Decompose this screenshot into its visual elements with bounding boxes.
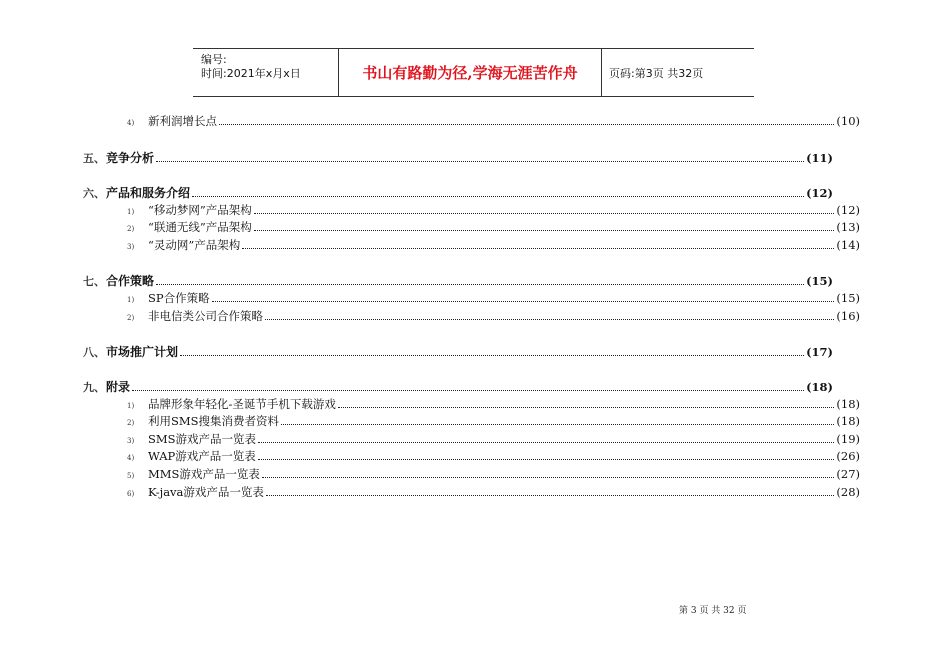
toc-leader-dots: [254, 221, 835, 231]
toc-number: 八、: [83, 346, 105, 359]
toc-leader-dots: [242, 239, 834, 249]
toc-leader-dots: [281, 415, 834, 425]
toc-leader-dots: [266, 486, 834, 496]
toc-title: “移动梦网”产品架构: [148, 203, 252, 217]
toc-title: 非电信类公司合作策略: [148, 309, 263, 323]
toc-leader-dots: [156, 275, 804, 285]
toc-leader-dots: [338, 398, 835, 408]
toc-title: WAP游戏产品一览表: [148, 449, 256, 463]
toc-section[interactable]: [83, 378, 833, 394]
toc-title: 品牌形象年轻化-圣诞节手机下载游戏: [148, 397, 336, 411]
toc-leader-dots: [265, 310, 834, 320]
toc-page-number: (12): [836, 203, 860, 217]
toc-number: 3): [127, 243, 135, 251]
toc-entry[interactable]: [127, 113, 860, 129]
toc-entry[interactable]: [127, 396, 860, 412]
toc-section[interactable]: [83, 343, 833, 359]
toc-number: 五、: [83, 152, 105, 165]
toc-page-number: (17): [806, 345, 833, 359]
toc-title: 产品和服务介绍: [106, 186, 191, 200]
toc-page-number: (15): [836, 291, 860, 305]
toc-number: 七、: [83, 275, 105, 288]
toc-entry[interactable]: [127, 484, 860, 500]
number-label: 编号:: [201, 53, 227, 66]
toc-entry[interactable]: [127, 431, 860, 447]
toc-entry[interactable]: [127, 448, 860, 464]
toc-entry[interactable]: [127, 290, 860, 306]
toc-number: 1): [127, 208, 135, 216]
toc-number: 1): [127, 296, 135, 304]
toc-page-number: (27): [836, 467, 860, 481]
toc-section[interactable]: [83, 272, 833, 288]
toc-title: 合作策略: [106, 274, 155, 288]
toc-number: 5): [127, 472, 135, 480]
toc-number: 九、: [83, 381, 105, 394]
toc-entry[interactable]: [127, 237, 860, 253]
toc-page-number: (11): [806, 151, 833, 165]
toc-entry[interactable]: [127, 308, 860, 324]
toc-page-number: (12): [806, 186, 833, 200]
toc-title: 利用SMS搜集消费者资料: [148, 414, 280, 428]
toc-number: 2): [127, 419, 135, 427]
toc-number: 1): [127, 402, 135, 410]
toc-section[interactable]: [83, 149, 833, 165]
toc-page-number: (19): [836, 432, 860, 446]
toc-page-number: (26): [836, 449, 860, 463]
toc-title: “联通无线”产品架构: [148, 220, 252, 234]
toc-page-number: (16): [836, 309, 860, 323]
toc-title: MMS游戏产品一览表: [148, 467, 260, 481]
toc-number: 4): [127, 119, 135, 127]
toc-number: 4): [127, 454, 135, 462]
toc-entry[interactable]: [127, 219, 860, 235]
toc-page-number: (18): [836, 414, 860, 428]
header-info: [193, 49, 339, 96]
toc-page-number: (15): [806, 274, 833, 288]
toc-leader-dots: [262, 468, 834, 478]
toc-title: 市场推广计划: [106, 345, 179, 359]
toc-number: 6): [127, 490, 135, 498]
toc-page-number: (28): [836, 485, 860, 499]
toc-page-number: (18): [836, 397, 860, 411]
toc-leader-dots: [192, 187, 804, 197]
toc-leader-dots: [219, 115, 834, 125]
toc-page-number: (13): [836, 220, 860, 234]
toc-entry[interactable]: [127, 413, 860, 429]
toc-section[interactable]: [83, 184, 833, 200]
toc-title: 竞争分析: [106, 151, 155, 165]
toc-title: SP合作策略: [148, 291, 210, 305]
header-page-label: 页码:第3页 共32页: [609, 66, 704, 80]
toc-number: 六、: [83, 187, 105, 200]
toc-title: SMS游戏产品一览表: [148, 432, 257, 446]
toc-leader-dots: [180, 346, 804, 356]
toc-page-number: (18): [806, 380, 833, 394]
toc-title: K-java游戏产品一览表: [148, 485, 264, 499]
toc-leader-dots: [212, 292, 835, 302]
toc-entry[interactable]: [127, 202, 860, 218]
toc-title: 附录: [106, 380, 131, 394]
toc-number: 2): [127, 225, 135, 233]
toc-entry[interactable]: [127, 466, 860, 482]
time-label: 时间:2021年x月x日: [201, 67, 301, 80]
header-motto: 书山有路勤为径,学海无涯苦作舟: [339, 49, 602, 96]
page-footer: 第 3 页 共 32 页: [679, 606, 747, 616]
toc-title: “灵动网”产品架构: [148, 238, 241, 252]
toc-leader-dots: [258, 433, 834, 443]
toc-leader-dots: [132, 381, 804, 391]
toc-number: 3): [127, 437, 135, 445]
toc-title: 新利润增长点: [148, 114, 217, 128]
toc-number: 2): [127, 314, 135, 322]
toc-leader-dots: [156, 152, 804, 162]
toc-leader-dots: [258, 450, 835, 460]
toc-page-number: (10): [836, 114, 860, 128]
toc-leader-dots: [254, 204, 835, 214]
page-header: [193, 48, 754, 97]
toc-page-number: (14): [836, 238, 860, 252]
